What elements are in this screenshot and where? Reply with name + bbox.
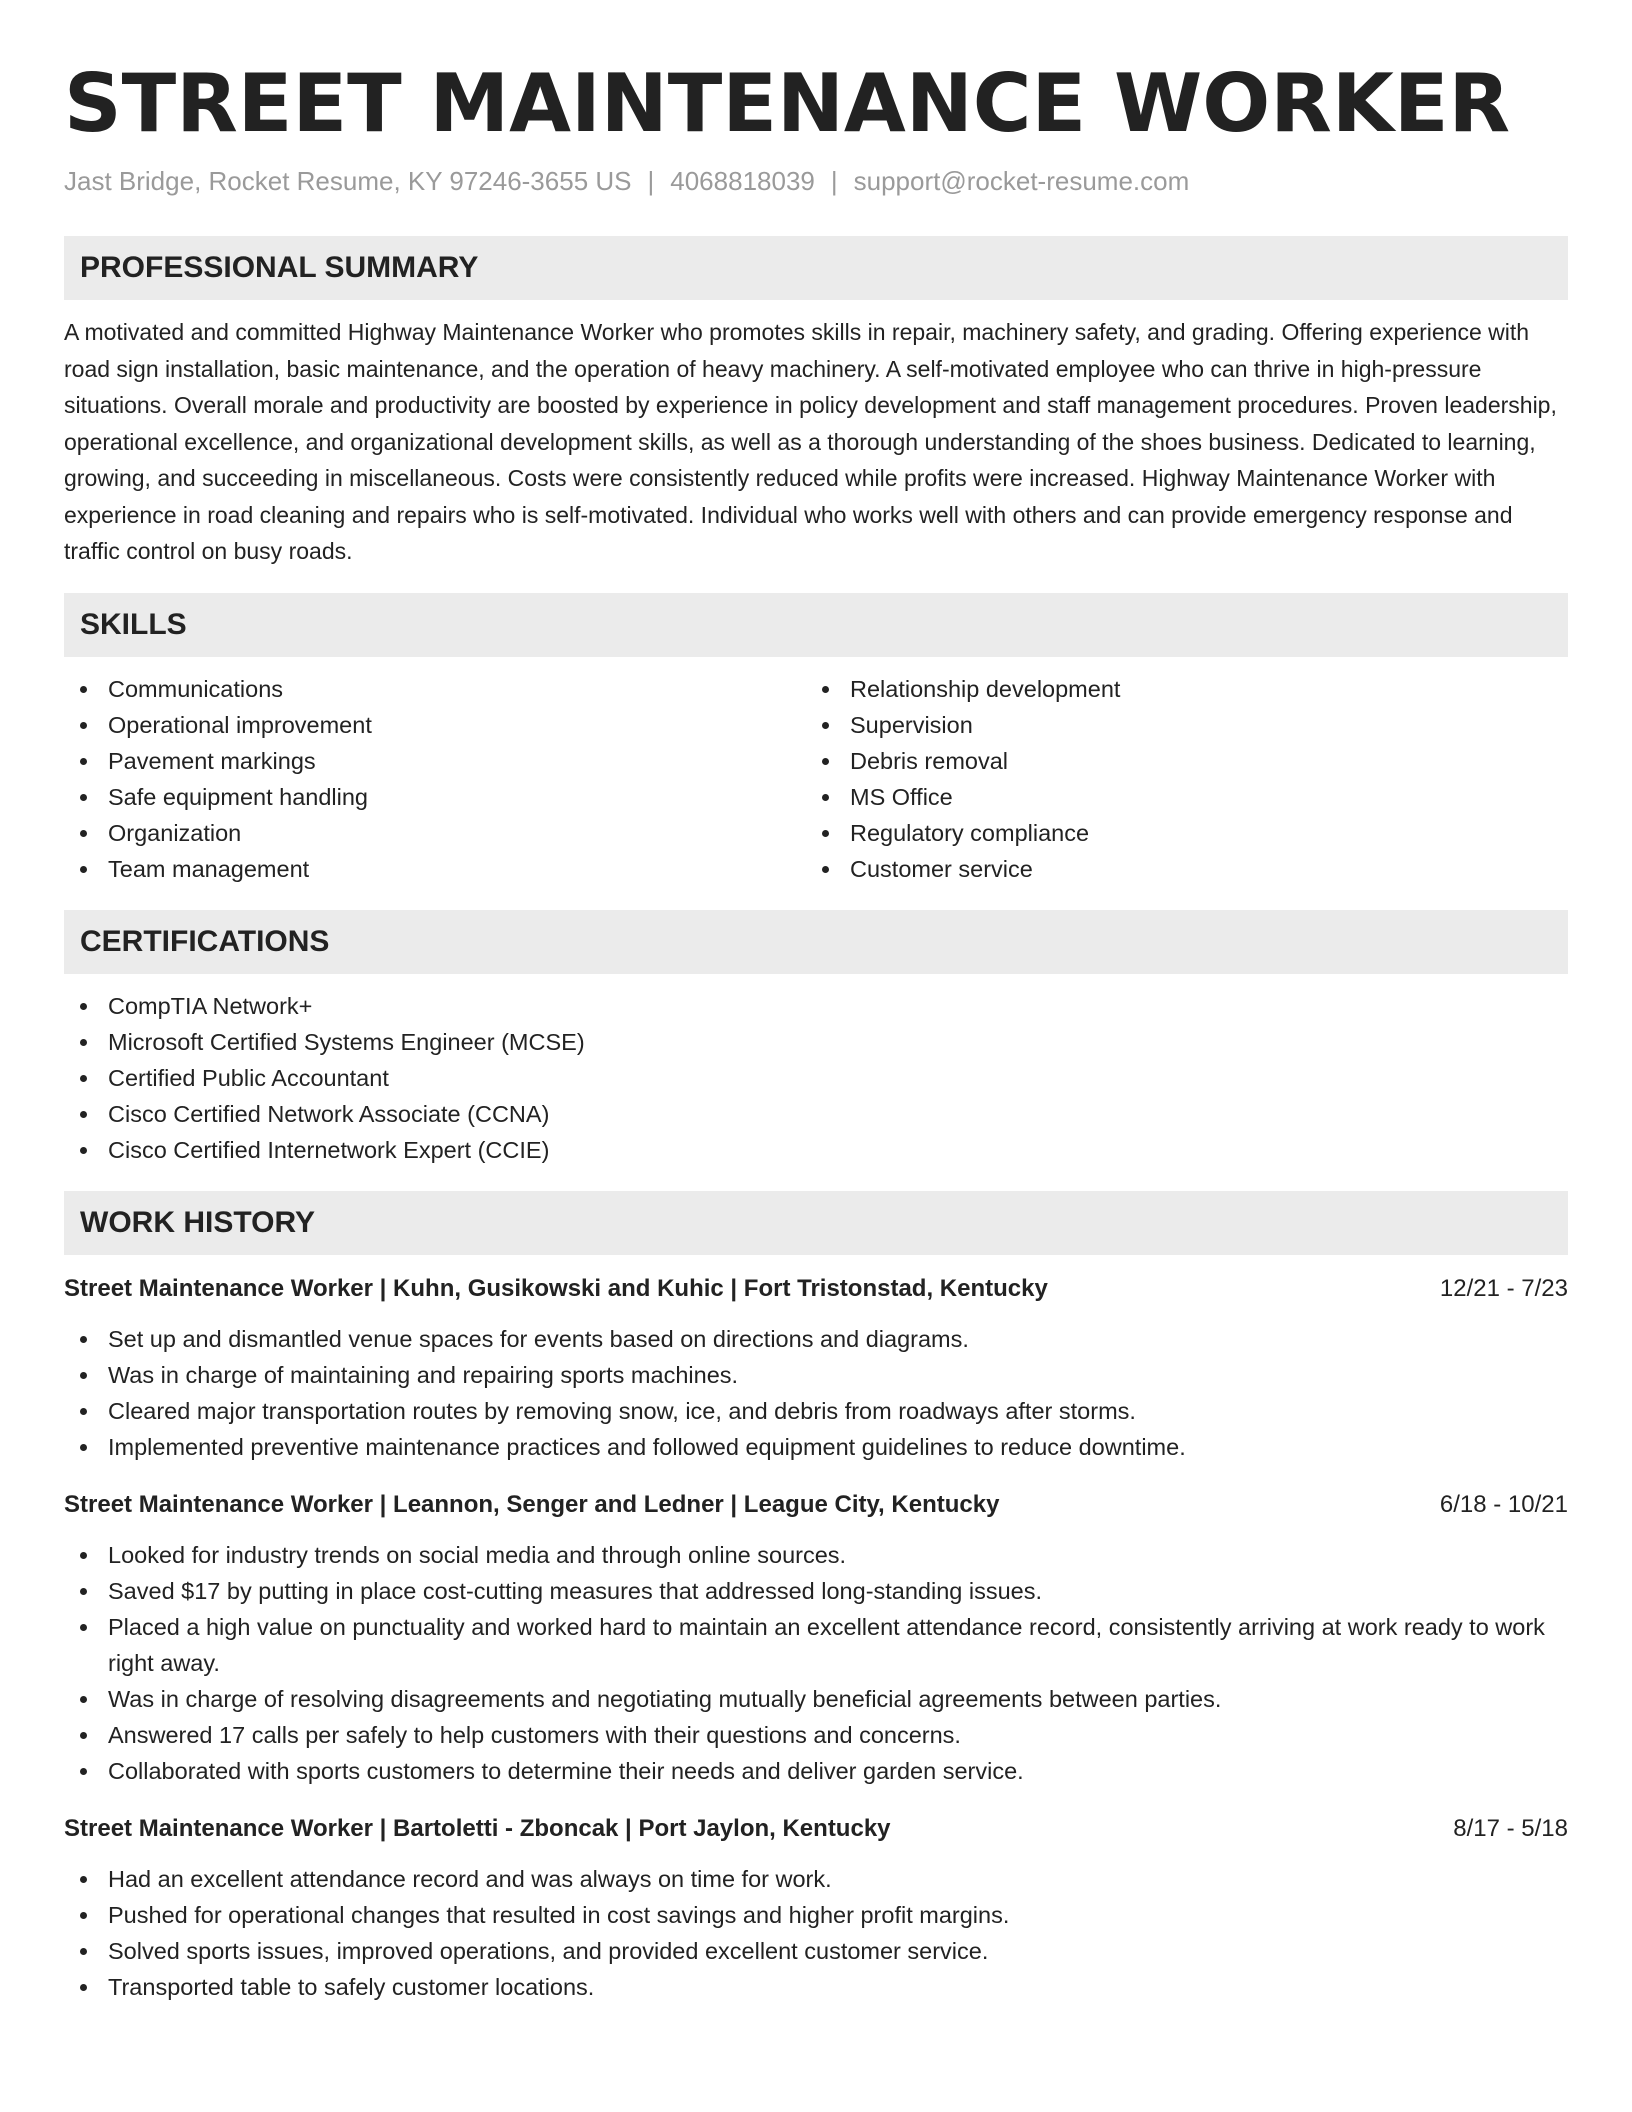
- job-title: Street Maintenance Worker | Leannon, Senger and Ledner | League City, Kentucky: [64, 1490, 1000, 1518]
- job-bullet: Transported table to safely customer locations.: [64, 1969, 1568, 2005]
- skill-item: Communications: [64, 671, 806, 707]
- summary-text: A motivated and committed Highway Maintenance Worker who promotes skills in repair, machinery safety, and grading. Offering experience with road sign installation, basic maintenance, and the operation of heavy machinery. A self-motivated employee who can thrive in high-pressure situations. Overall morale and productivity are boosted by experience in policy development and staff management procedures. Proven leadership, operational excellence, and organizational development skills, as well as a thorough understanding of the shoes business. Dedicated to learning, growing, and succeeding in miscellaneous. Costs were consistently reduced while profits were increased. Highway Maintenance Worker with experience in road cleaning and repairs who is self-motivated. Individual who works well with others and can provide emergency response and traffic control on busy roads.: [64, 319, 1557, 564]
- summary-heading: PROFESSIONAL SUMMARY: [64, 236, 1568, 300]
- skill-item: Debris removal: [806, 743, 1548, 779]
- certification-item: CompTIA Network+: [64, 988, 1568, 1024]
- job-entry: [64, 1811, 1568, 2005]
- job-bullet: Collaborated with sports customers to determine their needs and deliver garden service.: [64, 1753, 1568, 1789]
- skill-item: Relationship development: [806, 671, 1548, 707]
- certifications-heading: CERTIFICATIONS: [64, 910, 1568, 974]
- job-bullets: [64, 1537, 1568, 1789]
- job-bullet: Had an excellent attendance record and was always on time for work.: [64, 1861, 1568, 1897]
- skills-grid: [64, 671, 1568, 887]
- job-bullet: Was in charge of maintaining and repairing sports machines.: [64, 1357, 1568, 1393]
- job-title: Street Maintenance Worker | Bartoletti - Zboncak | Port Jaylon, Kentucky: [64, 1814, 891, 1842]
- job-bullet: Solved sports issues, improved operations, and provided excellent customer service.: [64, 1933, 1568, 1969]
- job-bullet: Cleared major transportation routes by removing snow, ice, and debris from roadways after storms.: [64, 1393, 1568, 1429]
- skills-left-column: [64, 671, 806, 887]
- candidate-name: STREET MAINTENANCE WORKER: [64, 57, 1511, 150]
- contact-phone: 4068818039: [670, 166, 815, 196]
- skill-item: MS Office: [806, 779, 1548, 815]
- job-header: [64, 1271, 1568, 1307]
- job-bullet: Pushed for operational changes that resulted in cost savings and higher profit margins.: [64, 1897, 1568, 1933]
- job-header: [64, 1487, 1568, 1523]
- job-header: [64, 1811, 1568, 1847]
- skills-heading: SKILLS: [64, 593, 1568, 657]
- contact-address: Jast Bridge, Rocket Resume, KY 97246-3655 US: [64, 166, 632, 196]
- job-entry: [64, 1487, 1568, 1789]
- job-bullets: [64, 1861, 1568, 2005]
- certification-item: Cisco Certified Network Associate (CCNA): [64, 1096, 1568, 1132]
- skills-left-list: [64, 671, 806, 887]
- certification-item: Certified Public Accountant: [64, 1060, 1568, 1096]
- job-bullet: Saved $17 by putting in place cost-cutting measures that addressed long-standing issues.: [64, 1573, 1568, 1609]
- job-dates: 8/17 - 5/18: [1453, 1814, 1568, 1842]
- certifications-list: [64, 988, 1568, 1168]
- skills-right-list: [806, 671, 1548, 887]
- skill-item: Organization: [64, 815, 806, 851]
- skill-item: Team management: [64, 851, 806, 887]
- contact-separator: |: [830, 166, 838, 196]
- contact-email[interactable]: support@rocket-resume.com: [853, 166, 1190, 196]
- skills-right-column: [806, 671, 1548, 887]
- certification-item: Cisco Certified Internetwork Expert (CCIE): [64, 1132, 1568, 1168]
- contact-separator: |: [647, 166, 655, 196]
- job-dates: 12/21 - 7/23: [1439, 1274, 1568, 1302]
- work-history-heading: WORK HISTORY: [64, 1191, 1568, 1255]
- skill-item: Safe equipment handling: [64, 779, 806, 815]
- job-bullet: Was in charge of resolving disagreements and negotiating mutually beneficial agreements between parties.: [64, 1681, 1568, 1717]
- job-bullet: Looked for industry trends on social media and through online sources.: [64, 1537, 1568, 1573]
- job-bullet: Placed a high value on punctuality and worked hard to maintain an excellent attendance record, consistently arriving at work ready to work right away.: [64, 1609, 1568, 1681]
- job-title: Street Maintenance Worker | Kuhn, Gusikowski and Kuhic | Fort Tristonstad, Kentucky: [64, 1274, 1048, 1302]
- contact-line: [64, 164, 1568, 198]
- job-bullets: [64, 1321, 1568, 1465]
- skill-item: Supervision: [806, 707, 1548, 743]
- skill-item: Operational improvement: [64, 707, 806, 743]
- job-bullet: Set up and dismantled venue spaces for events based on directions and diagrams.: [64, 1321, 1568, 1357]
- job-dates: 6/18 - 10/21: [1439, 1490, 1568, 1518]
- skill-item: Pavement markings: [64, 743, 806, 779]
- skill-item: Regulatory compliance: [806, 815, 1548, 851]
- skill-item: Customer service: [806, 851, 1548, 887]
- resume-page: [64, 0, 1568, 2005]
- certification-item: Microsoft Certified Systems Engineer (MCSE): [64, 1024, 1568, 1060]
- job-bullet: Answered 17 calls per safely to help customers with their questions and concerns.: [64, 1717, 1568, 1753]
- job-bullet: Implemented preventive maintenance practices and followed equipment guidelines to reduce downtime.: [64, 1429, 1568, 1465]
- job-entry: [64, 1271, 1568, 1465]
